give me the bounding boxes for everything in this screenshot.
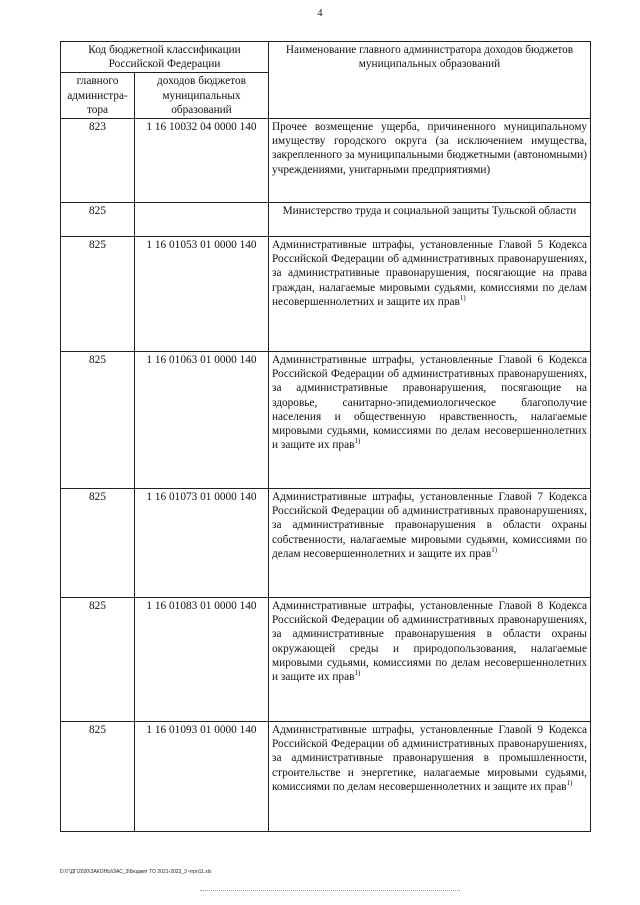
- description-cell: [269, 489, 591, 598]
- description-text: Административные штрафы, установленные Главой 6 Кодекса Российской Федерации об административных правонарушениях, за административные правонарушения, посягающие на здоровье, санитарно-эпидемиологическое благополучие населения и общественную нравственность, налагаемые мировыми судьями, комиссиями по делам несовершеннолетних и защите их прав: [272, 354, 587, 452]
- description-cell: [269, 722, 591, 832]
- description-text: Административные штрафы, установленные Главой 8 Кодекса Российской Федерации об административных правонарушениях, за административные правонарушения в области охраны окружающей среды и природопользования, налагаемые мировыми судьями, комиссиями по делам несовершеннолетних и защите их прав: [272, 600, 587, 684]
- description-cell: [269, 352, 591, 489]
- table-row: [61, 237, 591, 352]
- col-income-header: доходов бюджетов муниципальных образований: [135, 73, 269, 119]
- col-admin-header: главного администра-тора: [61, 73, 135, 119]
- admin-code-cell: 825: [61, 722, 135, 832]
- ministry-name-cell: [269, 203, 591, 237]
- admin-code-cell: 825: [61, 598, 135, 722]
- description-text: Административные штрафы, установленные Главой 7 Кодекса Российской Федерации об административных правонарушениях, за административные правонарушения в области охраны собственности, налагаемые мировыми судьями, комиссиями по делам несовершеннолетних и защите их прав: [272, 491, 587, 560]
- description-text: Административные штрафы, установленные Главой 5 Кодекса Российской Федерации об административных правонарушениях, за административные правонарушения, посягающие на права граждан, налагаемые мировыми судьями, комиссиями по делам несовершеннолетних и защите их прав: [272, 239, 587, 308]
- admin-code-cell: 823: [61, 119, 135, 203]
- income-code-cell: 1 16 01063 01 0000 140: [135, 352, 269, 489]
- table-header-row: [61, 42, 591, 73]
- footnote-mark: 1): [491, 546, 498, 555]
- admin-code-cell: 825: [61, 489, 135, 598]
- table-row: [61, 119, 591, 203]
- description-cell: [269, 598, 591, 722]
- description-text: Административные штрафы, установленные Главой 9 Кодекса Российской Федерации об административных правонарушениях, за административные правонарушения в промышленности, строительстве и энергетике, налагаемые мировыми судьями, комиссиями по делам несовершеннолетних и защите их прав: [272, 724, 587, 793]
- table-row: [61, 352, 591, 489]
- admin-code-cell: 825: [61, 352, 135, 489]
- description-cell: [269, 119, 591, 203]
- table-row: [61, 489, 591, 598]
- income-code-cell: 1 16 01073 01 0000 140: [135, 489, 269, 598]
- scan-artifact-line: [200, 890, 460, 891]
- footnote-mark: 1): [354, 437, 361, 446]
- description-text: Прочее возмещение ущерба, причиненного муниципальному имуществу городского округа (за исключением имущества, закрепленного за муниципальными бюджетными (автономными) учреждениями, унитарными предприятиями): [272, 121, 587, 176]
- admin-name-header: Наименование главного администратора доходов бюджетов муниципальных образований: [269, 42, 591, 119]
- income-code-cell: [135, 203, 269, 237]
- footnote-mark: 1): [459, 294, 466, 303]
- budget-table: [60, 41, 591, 832]
- income-code-cell: 1 16 01093 01 0000 140: [135, 722, 269, 832]
- table-row: [61, 203, 591, 237]
- table-row: [61, 598, 591, 722]
- kbk-group-header: Код бюджетной классификации Российской Федерации: [61, 42, 269, 73]
- income-code-cell: 1 16 01053 01 0000 140: [135, 237, 269, 352]
- footnote-mark: 1): [354, 669, 361, 678]
- income-code-cell: 1 16 01083 01 0000 140: [135, 598, 269, 722]
- footnote-mark: 1): [566, 779, 573, 788]
- description-text: Министерство труда и социальной защиты Тульской области: [282, 205, 577, 218]
- admin-code-cell: 825: [61, 237, 135, 352]
- page-number: 4: [317, 8, 323, 19]
- admin-code-cell: 825: [61, 203, 135, 237]
- description-cell: [269, 237, 591, 352]
- file-path-footer: D:\Г\ДГ\2020\ЗАКОНЫ\ЗАС_3\Бюджет ТО 2021-2023_3 чтрп11.xls: [60, 869, 212, 875]
- income-code-cell: 1 16 10032 04 0000 140: [135, 119, 269, 203]
- table-row: [61, 722, 591, 832]
